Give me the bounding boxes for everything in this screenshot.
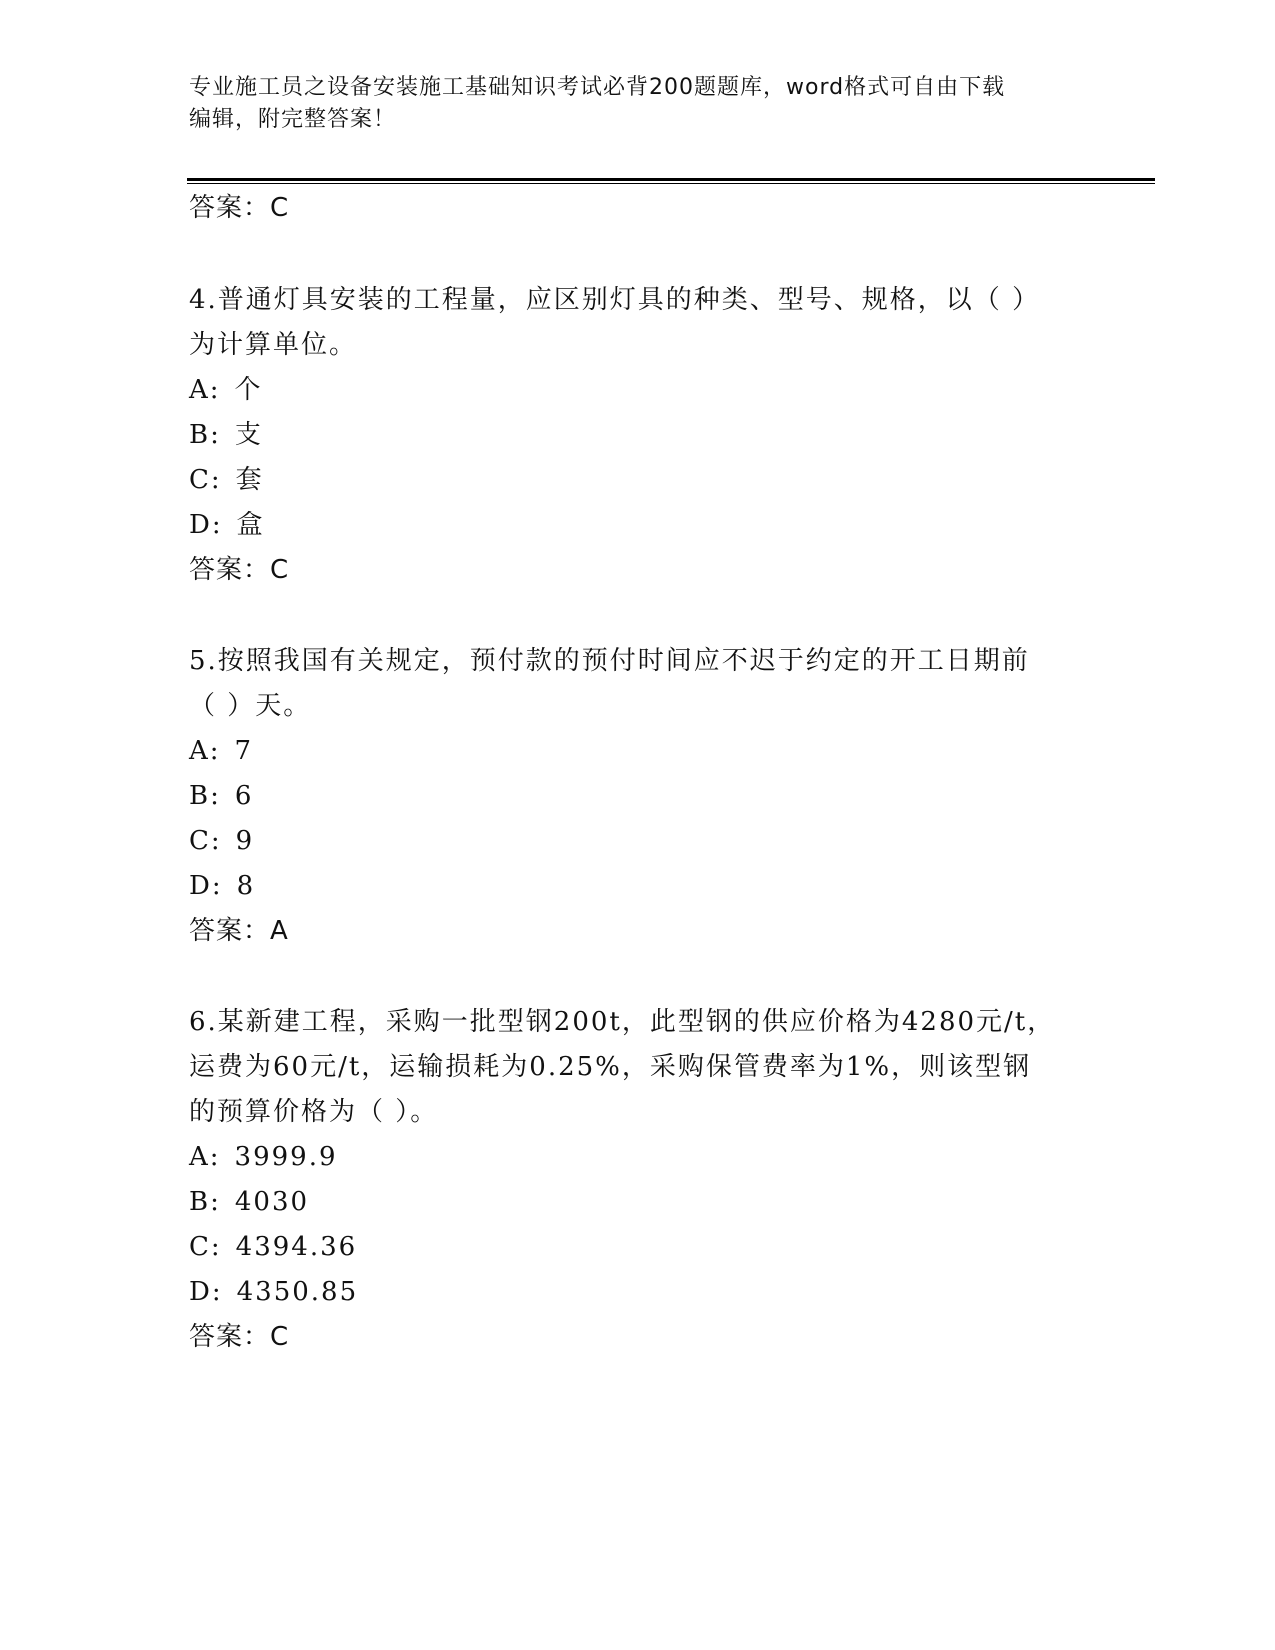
option-label: D: — [189, 510, 223, 540]
option-label: B: — [189, 420, 221, 450]
q4-stem-line-1: 4.普通灯具安装的工程量，应区别灯具的种类、型号、规格，以（ ） — [189, 285, 1041, 315]
option-text: 支 — [234, 420, 263, 450]
document-header — [189, 72, 1089, 136]
q6-stem-line-2: 运费为60元/t，运输损耗为0.25%，采购保管费率为1%，则该型钢 — [189, 1052, 1032, 1082]
option-text: 个 — [234, 375, 263, 405]
option-text: 8 — [236, 871, 256, 901]
option-label: B: — [189, 1187, 221, 1217]
q5-option-b — [189, 778, 253, 814]
q5-option-d — [189, 868, 255, 904]
header-line-1: 专业施工员之设备安装施工基础知识考试必背200题题库，word格式可自由下载 — [189, 75, 1006, 100]
option-text: 9 — [235, 826, 255, 856]
header-rule-thin — [187, 183, 1155, 184]
option-text: 套 — [235, 465, 264, 495]
q6-stem-line-1: 6.某新建工程，采购一批型钢200t，此型钢的供应价格为4280元/t， — [189, 1007, 1056, 1037]
q6-option-c — [189, 1229, 357, 1265]
q6-option-a — [189, 1139, 338, 1175]
q4-option-d — [189, 507, 265, 543]
option-label: B: — [189, 781, 221, 811]
q4-option-c — [189, 462, 264, 498]
q3-answer: 答案：C — [189, 193, 290, 223]
q6-stem-line-3: 的预算价格为（ ）。 — [189, 1097, 439, 1127]
header-rule-thick — [187, 178, 1155, 181]
q6-option-d — [189, 1274, 358, 1310]
option-label: C: — [189, 465, 222, 495]
option-text: 6 — [234, 781, 254, 811]
option-text: 4350.85 — [236, 1277, 359, 1307]
q5-stem-line-2: （ ）天。 — [189, 691, 312, 721]
option-label: D: — [189, 1277, 223, 1307]
q4-stem-line-2: 为计算单位。 — [189, 330, 358, 360]
q4-option-a — [189, 372, 263, 408]
q6-answer: 答案：C — [189, 1322, 290, 1352]
option-label: C: — [189, 826, 222, 856]
q4-answer: 答案：C — [189, 555, 290, 585]
q5-option-a — [189, 733, 253, 769]
option-text: 4394.36 — [235, 1232, 358, 1262]
option-label: A: — [189, 736, 221, 766]
option-label: A: — [189, 375, 221, 405]
q5-answer: 答案：A — [189, 916, 289, 946]
option-text: 3999.9 — [234, 1142, 338, 1172]
q5-stem-line-1: 5.按照我国有关规定，预付款的预付时间应不迟于约定的开工日期前 — [189, 646, 1030, 676]
q5-option-c — [189, 823, 254, 859]
q4-option-b — [189, 417, 263, 453]
q6-option-b — [189, 1184, 309, 1220]
option-text: 7 — [234, 736, 254, 766]
header-line-2: 编辑，附完整答案！ — [189, 107, 397, 132]
option-label: A: — [189, 1142, 221, 1172]
option-text: 盒 — [236, 510, 265, 540]
option-label: D: — [189, 871, 223, 901]
option-label: C: — [189, 1232, 222, 1262]
option-text: 4030 — [234, 1187, 310, 1217]
